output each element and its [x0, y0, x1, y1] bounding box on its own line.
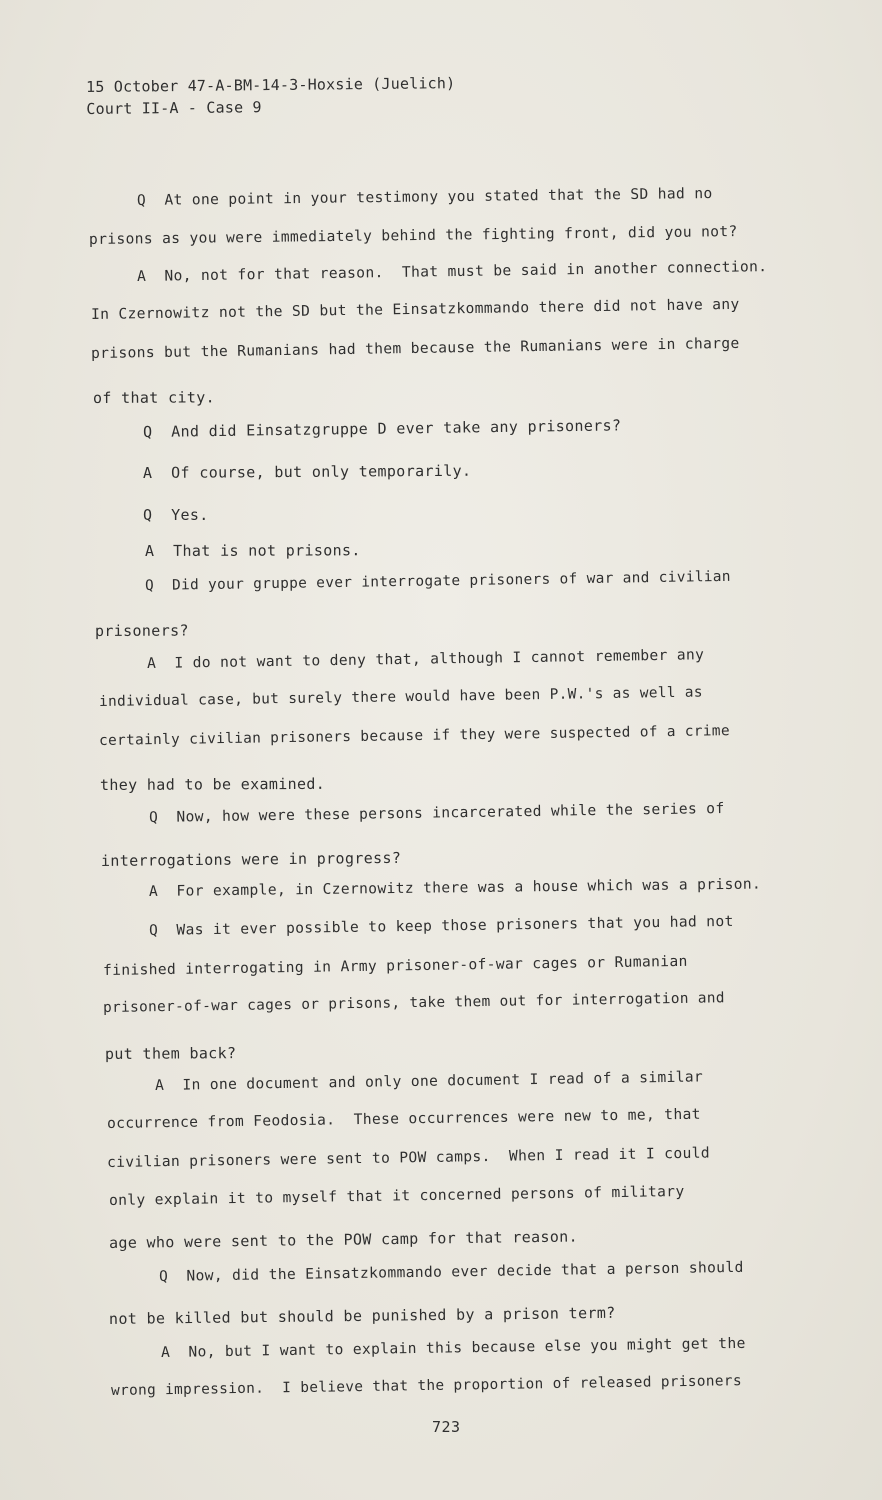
transcript-line: not be killed but should be punished by a prison term?: [108, 1303, 616, 1328]
transcript-line: A No, but I want to explain this because else you might get the: [160, 1334, 746, 1361]
transcript-line: certainly civilian prisoners because if they were suspected of a crime: [98, 723, 731, 749]
transcript-line: they had to be examined.: [99, 774, 326, 794]
transcript-line: Q Was it ever possible to keep those prisoners that you had not: [148, 912, 734, 939]
transcript-line: A No, not for that reason. That must be said in another connection.: [136, 258, 768, 285]
transcript-line: Q And did Einsatzgruppe D ever take any prisoners?: [142, 416, 622, 441]
transcript-line: A For example, in Czernowitz there was a house which was a prison.: [148, 875, 762, 900]
transcript-line: In Czernowitz not the SD but the Einsatzkommando there did not have any: [90, 295, 740, 323]
transcript-line: prisoners?: [94, 621, 189, 640]
transcript-line: age who were sent to the POW camp for that reason.: [108, 1227, 579, 1252]
transcript-line: interrogations were in progress?: [100, 848, 402, 870]
transcript-line: A I do not want to deny that, although I cannot remember any: [146, 646, 705, 672]
page-number: 723: [432, 1418, 461, 1436]
document-header: [86, 72, 456, 120]
transcript-line: Q Now, how were these persons incarcerated while the series of: [148, 799, 725, 826]
header-court-case: Court II-A - Case 9: [86, 98, 262, 118]
transcript-line: finished interrogating in Army prisoner-of-war cages or Rumanian: [102, 952, 688, 979]
transcript-line: prisons as you were immediately behind the fighting front, did you not?: [88, 223, 738, 248]
transcript-line: Q Now, did the Einsatzkommando ever decide that a person should: [158, 1258, 744, 1285]
header-date-reference: 15 October 47-A-BM-14-3-Hoxsie (Juelich): [86, 74, 456, 96]
transcript-line: individual case, but surely there would have been P.W.'s as well as: [98, 684, 703, 710]
transcript-line: Q Yes.: [143, 506, 209, 524]
transcript-line: prisons but the Rumanians had them because the Rumanians were in charge: [90, 334, 740, 362]
transcript-line: Q At one point in your testimony you stated that the SD had no: [136, 184, 713, 209]
transcript-line: A That is not prisons.: [144, 541, 361, 560]
transcript-line: only explain it to myself that it concerned persons of military: [108, 1182, 685, 1209]
transcript-line: prisoner-of-war cages or prisons, take them out for interrogation and: [102, 990, 726, 1016]
transcript-line: wrong impression. I believe that the proportion of released prisoners: [110, 1373, 743, 1399]
transcript-line: A Of course, but only temporarily.: [142, 461, 472, 482]
transcript-line: put them back?: [104, 1044, 237, 1063]
transcript-line: civilian prisoners were sent to POW camps. When I read it I could: [106, 1144, 711, 1171]
transcript-line: occurrence from Feodosia. These occurrences were new to me, that: [106, 1105, 701, 1132]
transcript-line: A In one document and only one document I read of a similar: [154, 1068, 704, 1094]
transcript-line: of that city.: [92, 388, 215, 407]
transcript-line: Q Did your gruppe ever interrogate prisoners of war and civilian: [144, 568, 731, 594]
